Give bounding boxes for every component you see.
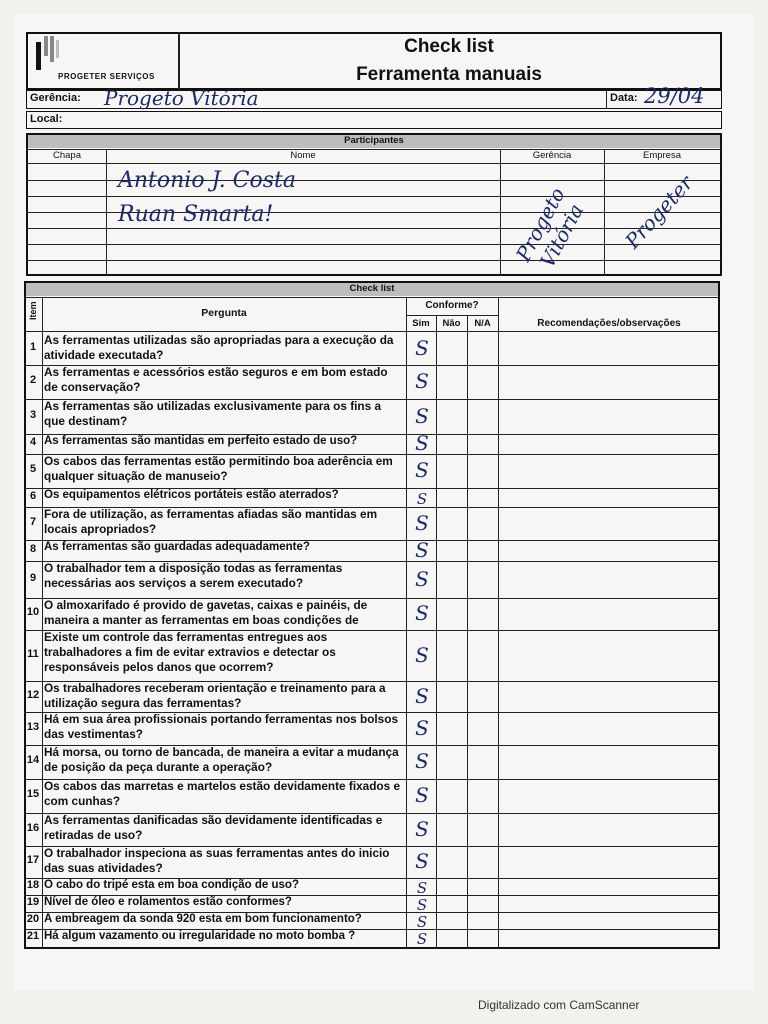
item-number: 6 — [29, 489, 37, 502]
question-text: As ferramentas danificadas são devidamente identificadas e retiradas de uso? — [44, 813, 383, 842]
company-logo — [26, 32, 178, 88]
col-recomendacoes: Recomendações/observações — [537, 318, 681, 329]
gerencia-value: Progeto Vitória — [104, 86, 259, 110]
col-na: N/A — [474, 318, 491, 329]
col-nao: Não — [442, 318, 461, 329]
sim-mark: S — [415, 431, 429, 455]
sim-mark: S — [415, 369, 429, 393]
question-text: Os cabos das marretas e martelos estão devidamente fixados e com cunhas? — [44, 779, 401, 808]
item-number: 4 — [29, 436, 37, 448]
data-label: Data: — [610, 92, 638, 104]
item-number: 8 — [29, 542, 37, 555]
item-number: 13 — [26, 720, 40, 733]
sim-mark: S — [415, 601, 429, 625]
item-number: 17 — [26, 854, 40, 866]
sim-mark: S — [416, 878, 428, 897]
question-text: Há em sua área profissionais portando ferramentas nos bolsos das vestimentas? — [44, 712, 399, 741]
question-text: Os equipamentos elétricos portáteis estão aterrados? — [44, 489, 339, 501]
question-text: Os cabos das ferramentas estão permitindo boa aderência em qualquer situação de manuseio? — [44, 454, 393, 483]
question-text: As ferramentas são utilizadas exclusivamente para os fins a que destinam? — [44, 399, 382, 428]
question-text: O trabalhador tem a disposição todas as ferramentas necessárias aos serviços a serem executado? — [44, 561, 343, 590]
question-text: As ferramentas são mantidas em perfeito estado de uso? — [44, 435, 358, 447]
sim-mark: S — [415, 683, 429, 708]
col-chapa: Chapa — [53, 150, 81, 161]
col-nome: Nome — [290, 150, 316, 161]
sim-mark: S — [415, 816, 429, 841]
item-number: 7 — [29, 515, 37, 528]
item-number: 5 — [29, 463, 37, 475]
sim-mark: S — [415, 336, 429, 360]
question-text: As ferramentas e acessórios estão seguros e em bom estado de conservação? — [44, 365, 388, 394]
sim-mark: S — [415, 510, 429, 535]
item-number: 10 — [26, 606, 40, 618]
participant-empresa: Progeter — [620, 170, 698, 254]
page-subtitle: Ferramenta manuais — [356, 64, 542, 85]
sim-mark: S — [416, 912, 428, 931]
item-number: 18 — [26, 878, 40, 891]
col-gerencia: Gerência — [532, 150, 572, 161]
sim-mark: S — [415, 715, 429, 740]
sim-mark: S — [415, 566, 429, 591]
checklist-title: Check list — [349, 283, 395, 294]
page-title: Check list — [404, 36, 494, 57]
gerencia-label: Gerência: — [30, 92, 81, 104]
sim-mark: S — [416, 489, 428, 508]
scanner-footer: Digitalizado com CamScanner — [478, 998, 640, 1012]
item-number: 16 — [26, 821, 40, 834]
col-conforme: Conforme? — [425, 300, 479, 311]
sim-mark: S — [415, 783, 429, 807]
col-sim: Sim — [412, 318, 430, 329]
local-row — [26, 111, 722, 129]
participant-name-2: Ruan Smarta! — [118, 202, 274, 227]
item-number: 14 — [26, 754, 40, 766]
question-text: O almoxarifado é provido de gavetas, caixas e painéis, de maneira a manter as ferramentas em boas condições de — [44, 598, 368, 627]
question-text: A embreagem da sonda 920 esta em bom funcionamento? — [44, 913, 362, 925]
question-text: Existe um controle das ferramentas entregues aos trabalhadores a fim de evitar extravios e detectar os responsáveis pelos danos que ocorrem? — [44, 630, 336, 674]
sim-mark: S — [415, 537, 429, 562]
progeter-logo-icon — [36, 36, 60, 70]
item-number: 1 — [29, 341, 37, 353]
item-number: 19 — [26, 895, 40, 908]
sim-mark: S — [415, 642, 429, 667]
item-number: 9 — [29, 571, 37, 584]
question-text: O cabo do tripé esta em boa condição de uso? — [44, 879, 299, 891]
sim-mark: S — [415, 749, 429, 773]
question-text: As ferramentas utilizadas são apropriadas para a execução da atividade executada? — [44, 333, 394, 362]
col-item: Item — [28, 301, 38, 320]
question-text: Os trabalhadores receberam orientação e treinamento para a utilização segura das ferramentas? — [44, 681, 386, 710]
sim-mark: S — [415, 458, 429, 482]
question-text: Fora de utilização, as ferramentas afiadas são mantidas em locais apropriados? — [44, 507, 378, 536]
col-empresa: Empresa — [642, 150, 681, 161]
item-number: 15 — [26, 788, 40, 800]
sim-mark: S — [416, 895, 428, 914]
participant-gerencia: Progeto Vitória — [511, 183, 589, 272]
question-text: Há algum vazamento ou irregularidade no moto bomba ? — [44, 930, 356, 942]
sim-mark: S — [416, 930, 428, 948]
local-label: Local: — [30, 113, 63, 125]
participants-title: Participantes — [344, 135, 404, 146]
participant-name-1: Antonio J. Costa — [118, 168, 297, 193]
sim-mark: S — [415, 403, 429, 428]
question-text: O trabalhador inspeciona as suas ferramentas antes do inicio das suas atividades? — [44, 846, 390, 875]
col-pergunta: Pergunta — [201, 307, 247, 319]
company-name: PROGETER SERVIÇOS — [58, 72, 155, 81]
item-number: 2 — [29, 374, 37, 386]
question-text: Há morsa, ou torno de bancada, de maneira a evitar a mudança de posição da peça durante a operação? — [44, 745, 399, 774]
item-number: 12 — [26, 688, 40, 701]
question-text: Nível de óleo e rolamentos estão conformes? — [44, 896, 292, 908]
data-value: 29/04 — [644, 84, 705, 108]
question-text: As ferramentas são guardadas adequadamente? — [44, 541, 310, 553]
item-number: 21 — [26, 930, 40, 942]
item-number: 3 — [29, 408, 37, 421]
item-number: 20 — [26, 912, 40, 925]
item-number: 11 — [27, 647, 39, 660]
sim-mark: S — [415, 849, 429, 873]
